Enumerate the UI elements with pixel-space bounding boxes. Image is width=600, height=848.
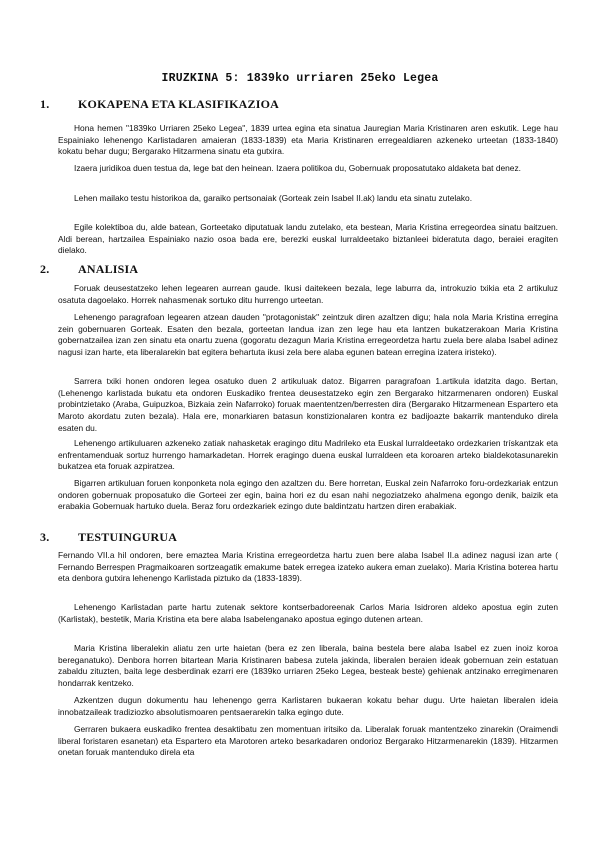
section-title: ANALISIA bbox=[78, 262, 139, 276]
paragraph: Hona hemen "1839ko Urriaren 25eko Legea", 1839 urtea egina eta sinatua Jauregian Maria Kristinaren aren eskutik. Lege hau Espainiako lehenengo Karlistadaren amaieran (1833-1839) eta Maria Kristinaren erregealdiaren azkeneko urteetan (1833-1840) kokatu behar dugu; Bergarako Hitzarmena sinatu eta gutxira. bbox=[58, 123, 558, 157]
section-number: 3. bbox=[40, 530, 50, 544]
paragraph: Lehenengo artikuluaren azkeneko zatiak nahasketak eragingo ditu Madrileko eta Euskal lurraldeetako ordezkarien trískantzak eta enfrentamenduak sortuz hurrengo hamarkadetan. Horrek eragingo duena euskal lurraldeen eta koroaren arteko bialdekotasunarekin bukatzea eta foruak azpiratzea. bbox=[58, 438, 558, 472]
paragraph: Foruak deusestatzeko lehen legearen aurrean gaude. Ikusi daitekeen bezala, lege laburra da, introkuzio txikia eta 2 artikuluz osatuta dagoelako. Horrek nahasmenak sortuko ditu hurrengo urteetan. bbox=[58, 283, 558, 305]
paragraph: Gerraren bukaera euskadiko frentea desaktibatu zen momentuan iritsiko da. Liberalak foruak mantentzeko zinarekin (Oraimendi liberal foristaren esanetan) eta Espartero eta Marotoren arteko besarkadaren ondorioz Bergarako Hitzarmenarekin (1839). Hitzarmen onetan foruak mantenduko direla eta bbox=[58, 724, 558, 758]
paragraph: Sarrera txiki honen ondoren legea osatuko duen 2 artikuluak datoz. Bigarren paragrafoan 1.artikula idatzita dago. Bertan, (Lehenengo karlistada bukatu eta ondoren Euskadiko frentea deusestatzeko egin zen Bergarako hitzarmenaren ondoren) Euskal probintzietako (Araba, Guipuzkoa, Bizkaia zein Nafarroko) foruak maententzen/berresten dira (Bergarako Hitzarmenean Espartero eta Maroto akordatu zuten bezala). Hala ere, monarkiaren batasun konstizionalaren kontra ez badijoazte bakarrik mantenduko direla esaten du. bbox=[58, 376, 558, 433]
paragraph: Lehenengo Karlistadan parte hartu zutenak sektore kontserbadoreenak Carlos Maria Isidroren aldeko apostua egin zuten (Karlistak), bestetik, Maria Kristina eta bere alaba Isabelenganako apostua egingo dutenen artean. bbox=[58, 602, 558, 624]
section-title: KOKAPENA ETA KLASIFIKAZIOA bbox=[78, 97, 280, 111]
section-heading-testuingurua bbox=[40, 530, 177, 545]
paragraph: Fernando VII.a hil ondoren, bere emaztea Maria Kristina erregeordetza hartu zuen bere alaba Isabel II.a adinez nagusi izan arte ( Fernando Berrespen Pragmaikoaren sortzeagatik emakume batek erregea izateko aukera eman zuelako). Maria Kristina boterea hartu eta denbora gutxira lehenengo Karlistada piztuko da (1833-1839). bbox=[58, 550, 558, 584]
section-title: TESTUINGURUA bbox=[78, 530, 178, 544]
paragraph: Izaera juridikoa duen testua da, lege bat den heinean. Izaera politikoa du, Gobernuak proposatutako aldaketa bat denez. bbox=[74, 163, 521, 173]
paragraph: Lehenengo paragrafoan legearen atzean dauden "protagonistak" zeintzuk diren azaltzen digu; hala nola Maria Kristina erregina zein gobernuaren Gorteak. Esaten den bezala, gorteetan landua izan zen lege hau eta lantzen bukatzerakoan Maria Kristina gobernatzailea izan zen sinatu eta onartu zuena (gogoratu dezagun Maria Kristina erregeordetza hartu zuela bere alaba Isabel adinez nagusi izan harte, eta liberalarekin bat egitera behartuta ikusi zela bere alaba egunen batean erregina izatera iristeko). bbox=[58, 312, 558, 358]
paragraph: Azkentzen dugun dokumentu hau lehenengo gerra Karlistaren bukaeran kokatu behar dugu. Urte haietan liberalen ideia innobatzaileak tradiziozko absolutismoaren pentsaerarekin talka egingo dute. bbox=[58, 695, 558, 717]
paragraph: Lehen mailako testu historikoa da, garaiko pertsonaiak (Gorteak zein Isabel II.ak) landu eta sinatu zutelako. bbox=[74, 193, 473, 203]
section-heading-analisia bbox=[40, 262, 138, 277]
document-title: IRUZKINA 5: 1839ko urriaren 25eko Legea bbox=[161, 72, 439, 85]
section-number: 2. bbox=[40, 262, 50, 276]
paragraph: Maria Kristina liberalekin aliatu zen urte haietan (bera ez zen liberala, baina bestela bere alaba Isabel ez zuen inoiz koroa bereganatuko). Denbora horren bitartean Maria Kristinaren babesa zutela jakinda, liberalen beraien ideak gobernuan zein estatuan zabaldu zituzten, baita lege desberdinak ezarri ere (1839ko urriaren 25eko Legea, besteak beste) gehienak antzinako erregimenaren hondarrak kentzeko. bbox=[58, 643, 558, 689]
paragraph: Bigarren artikuluan foruen konponketa nola egingo den azaltzen du. Bere horretan, Euskal zein Nafarroko foru-ordezkariak entzun ondoren gobernuak proposatuko die Gorteei zer egin, baina hori ez du esan nahi negoziatzeko ahalmena egongo denik, baizik eta erabakia Gobernuak hartuko duela. Beraz foru ordezkariek ezingo dute baldintzatu hartzen diren erabakiak. bbox=[58, 478, 558, 512]
paragraph: Egile kolektiboa du, alde batean, Gorteetako diputatuak landu zutelako, eta bestean, Maria Kristina erregeordea sinatu baitzuen. Aldi berean, hartzailea Espainiako nazio osoa bada ere, berezki euskal lurraldeetako biztanleei bideratuta dago, beraiei eragiten dielako. bbox=[58, 222, 558, 256]
section-heading-kokapena bbox=[40, 97, 279, 112]
section-number: 1. bbox=[40, 97, 50, 111]
